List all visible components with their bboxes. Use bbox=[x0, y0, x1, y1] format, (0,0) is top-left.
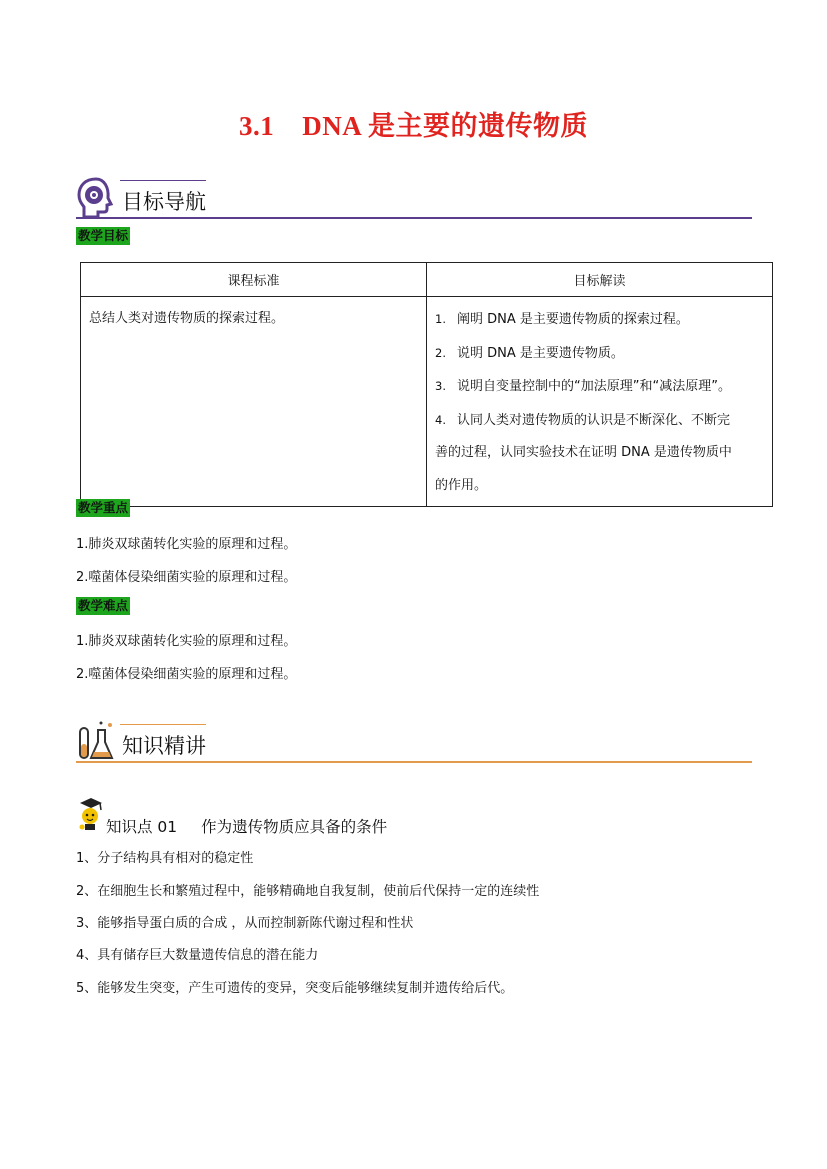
goals-table-header-row bbox=[81, 263, 773, 297]
section-goals-label: 目标导航 bbox=[122, 190, 206, 214]
focus-item: 2.噬菌体侵染细菌实验的原理和过程。 bbox=[76, 570, 297, 585]
title-number: 3.1 bbox=[238, 111, 275, 141]
interpretation-item: 2. 说明 DNA 是主要遗传物质。 bbox=[435, 345, 624, 361]
knowledge-point-label: 知识点 01 bbox=[106, 818, 178, 836]
tag-teaching-goal: 教学目标 bbox=[78, 228, 129, 243]
standard-text: 总结人类对遗传物质的探索过程。 bbox=[89, 311, 285, 326]
section-goals-header bbox=[76, 176, 752, 224]
section-knowledge-divider bbox=[76, 761, 752, 763]
tag-teaching-focus: 教学重点 bbox=[78, 500, 129, 515]
condition-item: 5、能够发生突变，产生可遗传的变异，突变后能够继续复制并遗传给后代。 bbox=[76, 981, 514, 996]
section-goals-top-line bbox=[120, 180, 206, 181]
title-text: DNA 是主要的遗传物质 bbox=[302, 111, 588, 141]
difficulty-item: 2.噬菌体侵染细菌实验的原理和过程。 bbox=[76, 667, 297, 682]
knowledge-point-header bbox=[76, 796, 576, 836]
focus-item: 1.肺炎双球菌转化实验的原理和过程。 bbox=[76, 537, 297, 552]
interpretation-item: 4. 认同人类对遗传物质的认识是不断深化、不断完 bbox=[435, 412, 731, 428]
cell-course-standard bbox=[81, 297, 427, 507]
interpretation-item-continuation: 善的过程，认同实验技术在证明 DNA 是遗传物质中 bbox=[435, 445, 732, 460]
interpretation-item: 3. 说明自变量控制中的“加法原理”和“减法原理”。 bbox=[435, 379, 731, 394]
interpretation-item: 1. 阐明 DNA 是主要遗传物质的探索过程。 bbox=[435, 312, 689, 327]
student-mascot-icon bbox=[76, 796, 106, 834]
header-goal-interpretation: 目标解读 bbox=[427, 263, 773, 297]
section-knowledge-header bbox=[76, 720, 752, 768]
section-knowledge-label: 知识精讲 bbox=[122, 734, 206, 758]
interpretation-item-continuation: 的作用。 bbox=[435, 477, 488, 493]
condition-item: 3、能够指导蛋白质的合成 ，从而控制新陈代谢过程和性状 bbox=[76, 916, 414, 931]
knowledge-point-title bbox=[106, 815, 387, 837]
page-title bbox=[0, 104, 827, 143]
knowledge-point-name: 作为遗传物质应具备的条件 bbox=[201, 818, 388, 836]
cell-goal-interpretation bbox=[427, 297, 773, 507]
condition-item: 4、具有储存巨大数量遗传信息的潜在能力 bbox=[76, 948, 319, 963]
difficulty-item: 1.肺炎双球菌转化实验的原理和过程。 bbox=[76, 634, 297, 649]
tag-teaching-difficulty: 教学难点 bbox=[78, 598, 129, 613]
condition-item: 2、在细胞生长和繁殖过程中，能够精确地自我复制，使前后代保持一定的连续性 bbox=[76, 884, 540, 899]
lab-flask-icon bbox=[76, 720, 116, 764]
header-course-standard: 课程标准 bbox=[81, 263, 427, 297]
section-knowledge-top-line bbox=[120, 724, 206, 725]
brain-head-icon bbox=[76, 176, 116, 220]
condition-item: 1、分子结构具有相对的稳定性 bbox=[76, 851, 254, 866]
section-goals-divider bbox=[76, 217, 752, 219]
goals-table bbox=[80, 262, 773, 507]
goals-table-row bbox=[81, 297, 773, 507]
